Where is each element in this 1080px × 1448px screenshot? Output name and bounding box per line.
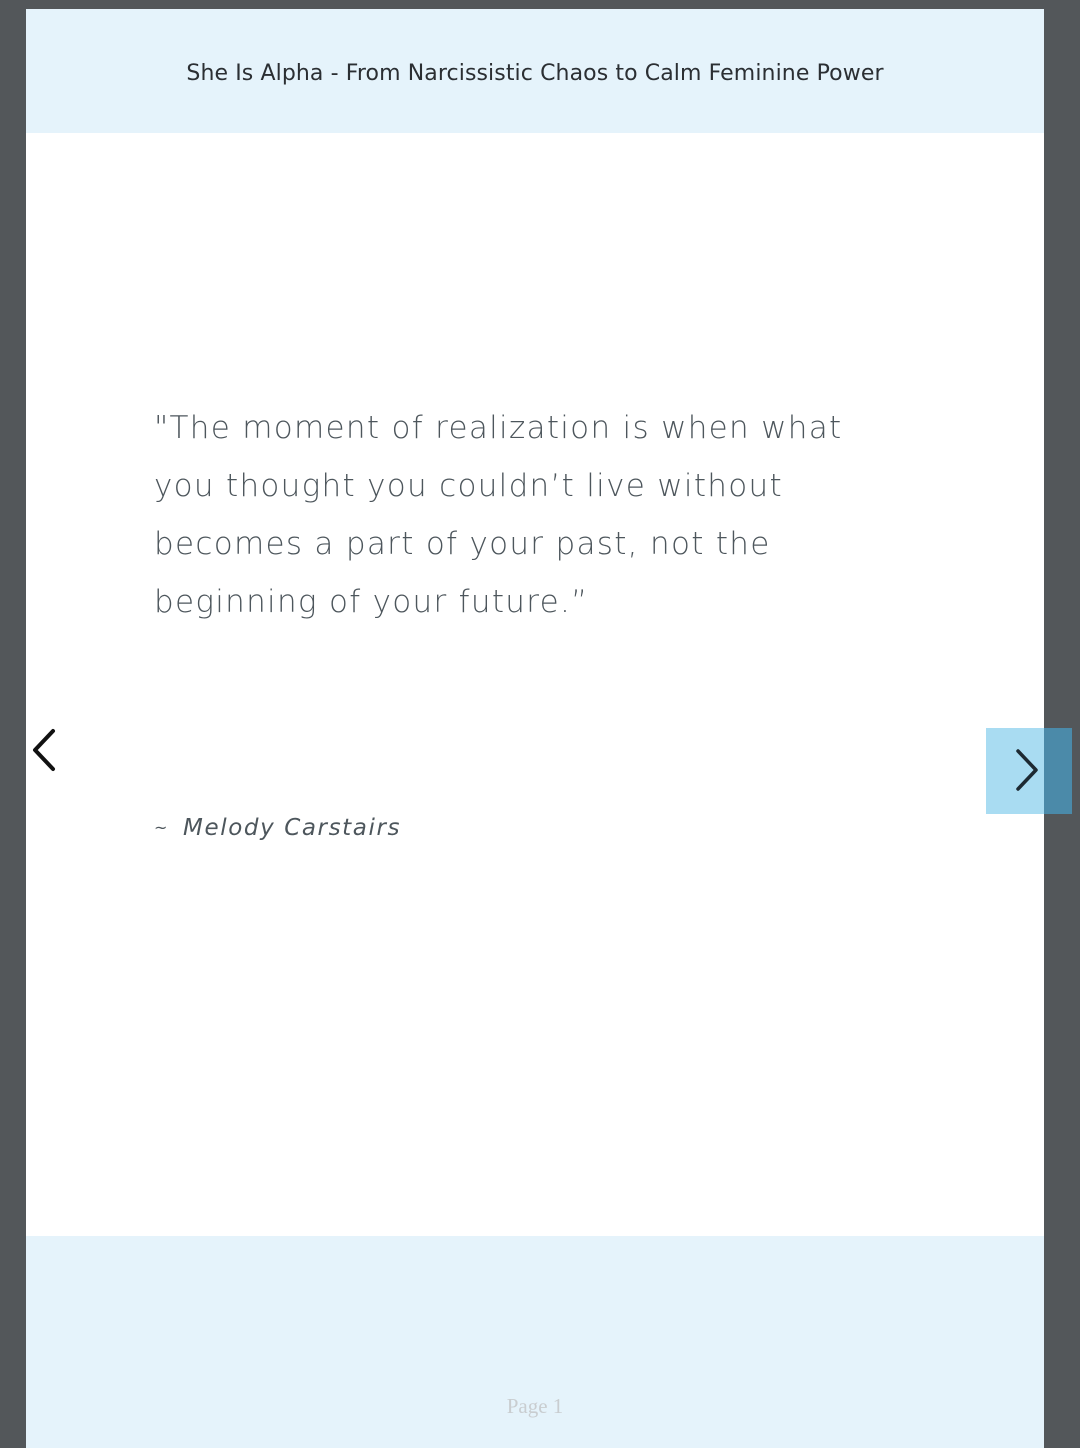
quote-text [154, 399, 914, 631]
page-header [26, 9, 1044, 133]
chevron-right-icon [1012, 747, 1042, 793]
quote-line: "The moment of realization is when what [154, 410, 843, 446]
chevron-left-icon [29, 727, 59, 773]
author-name: Melody Carstairs [183, 815, 402, 841]
quote-line: beginning of your future.” [154, 584, 589, 620]
quote-line: becomes a part of your past, not the [154, 526, 771, 562]
quote-attribution [154, 815, 401, 841]
header-title: She Is Alpha - From Narcissistic Chaos to Calm Feminine Power [186, 61, 884, 86]
next-page-button[interactable] [986, 728, 1072, 814]
page-number: Page 1 [506, 1394, 564, 1418]
quote-line: you thought you couldn’t live without [154, 468, 783, 504]
next-button-edge [1044, 728, 1072, 814]
attribution-tilde: ~ [154, 818, 170, 837]
document-page [26, 9, 1044, 1448]
page-footer [26, 1236, 1044, 1448]
previous-page-button[interactable] [22, 724, 66, 776]
